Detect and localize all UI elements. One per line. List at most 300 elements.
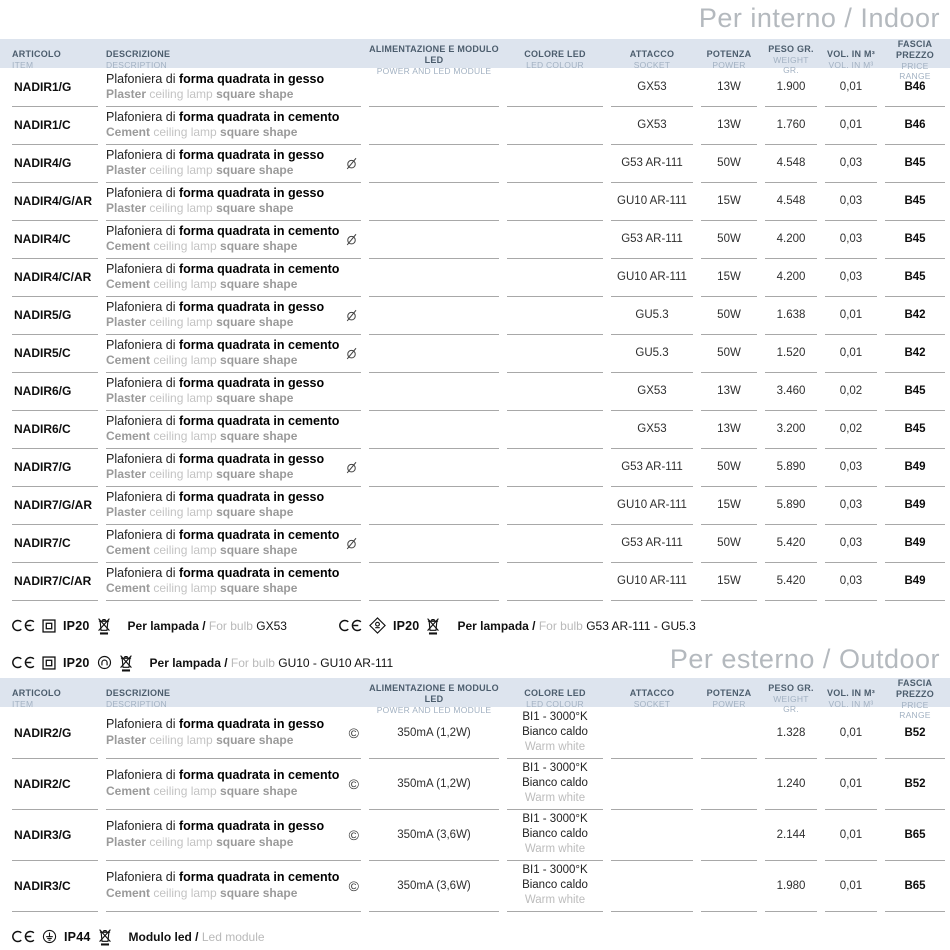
description-italian: Plafoniera di forma quadrata in gesso xyxy=(106,147,325,162)
power-value: 50W xyxy=(701,334,757,373)
class2-insulation-icon xyxy=(42,656,56,670)
product-description xyxy=(106,448,361,487)
column-label-it: ATTACCO xyxy=(629,49,675,60)
power-value: 50W xyxy=(701,144,757,183)
note-label-it: Per lampada / xyxy=(457,618,539,633)
no-lamp-icon xyxy=(344,308,359,323)
no-lamp-icon xyxy=(344,346,359,361)
description-english: Plaster ceiling lamp square shape xyxy=(106,163,294,178)
socket-value: G53 AR-111 xyxy=(611,220,693,259)
article-code: NADIR4/G/AR xyxy=(12,182,98,221)
column-label-it: ATTACCO xyxy=(629,688,675,699)
weight-value: 1.520 xyxy=(765,334,817,373)
power-module-value xyxy=(369,524,499,563)
volume-value: 0,02 xyxy=(825,372,877,411)
power-module-value xyxy=(369,334,499,373)
product-description xyxy=(106,758,361,810)
no-lamp-icon xyxy=(344,460,359,475)
description-italian: Plafoniera di forma quadrata in cemento xyxy=(106,565,340,580)
certification-note xyxy=(339,616,696,635)
ce-mark-icon xyxy=(339,619,362,632)
description-english: Cement ceiling lamp square shape xyxy=(106,277,298,292)
column-label-it: POTENZA xyxy=(706,49,752,60)
description-italian: Plafoniera di forma quadrata in cemento xyxy=(106,109,340,124)
description-italian: Plafoniera di forma quadrata in gesso xyxy=(106,71,325,86)
article-code: NADIR5/C xyxy=(12,334,98,373)
table-row xyxy=(0,258,950,296)
power-value xyxy=(701,758,757,810)
weight-value: 1.760 xyxy=(765,106,817,145)
column-label-it: VOL. IN M³ xyxy=(827,688,875,699)
price-range-badge: B45 xyxy=(885,372,945,411)
table-row xyxy=(0,562,950,600)
description-italian: Plafoniera di forma quadrata in cemento xyxy=(106,413,340,428)
weight-value: 4.548 xyxy=(765,144,817,183)
socket-value: GU10 AR-111 xyxy=(611,182,693,221)
product-description xyxy=(106,372,361,411)
indoor-section-title: Per interno / Indoor xyxy=(698,3,940,33)
table-row xyxy=(0,296,950,334)
description-italian: Plafoniera di forma quadrata in gesso xyxy=(106,489,325,504)
column-label-en: LED COLOUR xyxy=(526,699,584,710)
socket-value: GU10 AR-111 xyxy=(611,258,693,297)
table-row xyxy=(0,106,950,144)
column-label-it: ALIMENTAZIONE E MODULO LED xyxy=(369,683,499,704)
column-label-en: WEIGHT GR. xyxy=(773,694,809,715)
price-range-badge: B52 xyxy=(885,758,945,810)
description-italian: Plafoniera di forma quadrata in gesso xyxy=(106,717,325,732)
note-label-en: Led module xyxy=(201,929,265,944)
article-code: NADIR4/C xyxy=(12,220,98,259)
power-value: 50W xyxy=(701,220,757,259)
power-module-value xyxy=(369,296,499,335)
description-english: Cement ceiling lamp square shape xyxy=(106,885,298,900)
article-code: NADIR7/C/AR xyxy=(12,562,98,601)
description-italian: Plafoniera di forma quadrata in cemento xyxy=(106,527,340,542)
weight-value: 1.240 xyxy=(765,758,817,810)
volume-value: 0,01 xyxy=(825,334,877,373)
volume-value: 0,03 xyxy=(825,562,877,601)
article-code: NADIR7/G/AR xyxy=(12,486,98,525)
power-module-value xyxy=(369,144,499,183)
column-label-it: VOL. IN M³ xyxy=(827,49,875,60)
article-code: NADIR6/C xyxy=(12,410,98,449)
column-label-en: SOCKET xyxy=(633,60,671,71)
column-label-it: COLORE LED xyxy=(524,688,586,699)
price-range-badge: B49 xyxy=(885,486,945,525)
indoor-certification-notes-line1 xyxy=(0,616,950,635)
table-row xyxy=(0,182,950,220)
power-value: 50W xyxy=(701,448,757,487)
description-english: Cement ceiling lamp square shape xyxy=(106,429,298,444)
product-description xyxy=(106,258,361,297)
description-italian: Plafoniera di forma quadrata in cemento xyxy=(106,223,340,238)
led-colour-value xyxy=(507,372,603,411)
table-row xyxy=(0,448,950,486)
description-english: Cement ceiling lamp square shape xyxy=(106,125,298,140)
socket-value: GU10 AR-111 xyxy=(611,486,693,525)
volume-value: 0,01 xyxy=(825,68,877,107)
product-description xyxy=(106,220,361,259)
table-row xyxy=(0,860,950,911)
power-module-value xyxy=(369,562,499,601)
product-description xyxy=(106,707,361,759)
led-colour-value xyxy=(507,182,603,221)
power-module-value xyxy=(369,106,499,145)
weight-value: 3.460 xyxy=(765,372,817,411)
price-range-badge: B42 xyxy=(885,334,945,373)
outdoor-section xyxy=(0,641,950,946)
outdoor-section-title: Per esterno / Outdoor xyxy=(669,644,940,674)
column-label-en: LED COLOUR xyxy=(526,60,584,71)
price-range-badge: B46 xyxy=(885,68,945,107)
led-colour-value: BI1 - 3000°K Bianco caldo Warm white xyxy=(507,707,603,759)
article-code: NADIR7/G xyxy=(12,448,98,487)
note-label-it: Per lampada / xyxy=(149,655,231,670)
note-value: GX53 xyxy=(256,618,287,633)
price-range-badge: B49 xyxy=(885,524,945,563)
led-colour-value xyxy=(507,258,603,297)
weight-value: 1.328 xyxy=(765,707,817,759)
socket-value: GX53 xyxy=(611,106,693,145)
column-label-en: VOL. IN M³ xyxy=(828,60,874,71)
note-label-en: For bulb xyxy=(208,618,257,633)
column-label-en: DESCRIPTION xyxy=(106,699,167,710)
power-value: 50W xyxy=(701,524,757,563)
table-row xyxy=(0,372,950,410)
power-module-value xyxy=(369,410,499,449)
description-english: Cement ceiling lamp square shape xyxy=(106,239,298,254)
power-module-value xyxy=(369,220,499,259)
column-label-en: POWER AND LED MODULE xyxy=(376,704,492,715)
power-value: 13W xyxy=(701,68,757,107)
ip-rating-label: IP20 xyxy=(63,618,90,633)
ce-mark-icon xyxy=(12,619,35,632)
power-value: 13W xyxy=(701,106,757,145)
note-label-it: Modulo led / xyxy=(128,929,202,944)
power-value xyxy=(701,860,757,912)
socket-value: GU10 AR-111 xyxy=(611,562,693,601)
article-code: NADIR5/G xyxy=(12,296,98,335)
product-description xyxy=(106,562,361,601)
product-description xyxy=(106,334,361,373)
table-row xyxy=(0,486,950,524)
article-code: NADIR4/G xyxy=(12,144,98,183)
no-lamp-icon xyxy=(344,536,359,551)
article-code: NADIR7/C xyxy=(12,524,98,563)
article-code: NADIR2/C xyxy=(12,758,98,810)
outdoor-certification-note xyxy=(0,927,950,946)
led-module-icon: © xyxy=(348,724,359,741)
description-english: Plaster ceiling lamp square shape xyxy=(106,201,294,216)
power-module-value xyxy=(369,486,499,525)
description-italian: Plafoniera di forma quadrata in cemento xyxy=(106,768,340,783)
power-value: 15W xyxy=(701,486,757,525)
weight-value: 4.200 xyxy=(765,258,817,297)
ip-rating-label: IP44 xyxy=(64,929,91,944)
weight-value: 5.890 xyxy=(765,448,817,487)
ce-mark-icon xyxy=(12,930,35,943)
weee-bin-icon xyxy=(426,616,440,635)
column-label-en: ITEM xyxy=(12,699,34,710)
article-code: NADIR3/C xyxy=(12,860,98,912)
weee-bin-icon xyxy=(119,653,133,672)
column-label-it: DESCRIZIONE xyxy=(106,688,171,699)
power-value xyxy=(701,809,757,861)
product-description xyxy=(106,860,361,912)
socket-value xyxy=(611,707,693,759)
weight-value: 3.200 xyxy=(765,410,817,449)
description-italian: Plafoniera di forma quadrata in gesso xyxy=(106,819,325,834)
socket-value: GX53 xyxy=(611,410,693,449)
column-label-it: DESCRIZIONE xyxy=(106,49,171,60)
led-module-icon: © xyxy=(348,826,359,843)
volume-value: 0,01 xyxy=(825,809,877,861)
weight-value: 5.890 xyxy=(765,486,817,525)
price-range-badge: B45 xyxy=(885,410,945,449)
power-value: 15W xyxy=(701,258,757,297)
price-range-badge: B42 xyxy=(885,296,945,335)
column-label-en: PRICE RANGE xyxy=(899,60,931,81)
table-row xyxy=(0,809,950,860)
table-row xyxy=(0,524,950,562)
power-module-value xyxy=(369,372,499,411)
price-range-badge: B49 xyxy=(885,448,945,487)
socket-value: GX53 xyxy=(611,68,693,107)
power-module-value xyxy=(369,258,499,297)
product-description xyxy=(106,182,361,221)
led-colour-value: BI1 - 3000°K Bianco caldo Warm white xyxy=(507,860,603,912)
class2-insulation-icon xyxy=(42,619,56,633)
power-value: 13W xyxy=(701,372,757,411)
note-value: GU10 - GU10 AR-111 xyxy=(278,655,394,670)
table-row xyxy=(0,144,950,182)
table-row xyxy=(0,220,950,258)
ip-rating-label: IP20 xyxy=(392,618,420,633)
socket-value: GU5.3 xyxy=(611,334,693,373)
outdoor-section-header xyxy=(0,641,950,678)
weight-value: 2.144 xyxy=(765,809,817,861)
product-description xyxy=(106,296,361,335)
description-english: Plaster ceiling lamp square shape xyxy=(106,505,294,520)
description-english: Cement ceiling lamp square shape xyxy=(106,783,298,798)
power-value: 50W xyxy=(701,296,757,335)
article-code: NADIR1/C xyxy=(12,106,98,145)
product-description xyxy=(106,106,361,145)
column-label-it: COLORE LED xyxy=(524,49,586,60)
price-range-badge: B45 xyxy=(885,258,945,297)
weight-value: 5.420 xyxy=(765,562,817,601)
description-english: Plaster ceiling lamp square shape xyxy=(106,315,294,330)
weee-bin-icon xyxy=(97,616,111,635)
column-label-en: SOCKET xyxy=(633,699,671,710)
product-description xyxy=(106,410,361,449)
volume-value: 0,03 xyxy=(825,486,877,525)
description-english: Cement ceiling lamp square shape xyxy=(106,581,298,596)
column-label-en: POWER AND LED MODULE xyxy=(376,65,492,76)
power-value xyxy=(701,707,757,759)
led-module-icon: © xyxy=(348,775,359,792)
ip-rating-label: IP20 xyxy=(63,655,90,670)
column-label-it: FASCIA PREZZO xyxy=(895,39,934,60)
certification-note xyxy=(12,927,265,946)
weight-value: 4.548 xyxy=(765,182,817,221)
earth-ground-icon xyxy=(42,929,57,944)
description-italian: Plafoniera di forma quadrata in gesso xyxy=(106,185,325,200)
description-italian: Plafoniera di forma quadrata in gesso xyxy=(106,299,325,314)
volume-value: 0,03 xyxy=(825,220,877,259)
column-label-en: PRICE RANGE xyxy=(899,699,931,720)
article-code: NADIR2/G xyxy=(12,707,98,759)
volume-value: 0,02 xyxy=(825,410,877,449)
column-label-it: FASCIA PREZZO xyxy=(895,678,934,699)
column-label-en: POWER xyxy=(712,60,746,71)
description-english: Plaster ceiling lamp square shape xyxy=(106,391,294,406)
column-label-it: ARTICOLO xyxy=(12,49,61,60)
power-module-value xyxy=(369,448,499,487)
description-italian: Plafoniera di forma quadrata in cemento xyxy=(106,337,340,352)
no-lamp-icon xyxy=(344,156,359,171)
volume-value: 0,03 xyxy=(825,448,877,487)
column-label-it: PESO GR. xyxy=(768,683,814,694)
note-label-en: For bulb xyxy=(538,618,587,633)
power-module-value: 350mA (1,2W) xyxy=(369,758,499,810)
volume-value: 0,01 xyxy=(825,860,877,912)
table-row xyxy=(0,410,950,448)
volume-value: 0,01 xyxy=(825,106,877,145)
article-code: NADIR3/G xyxy=(12,809,98,861)
product-description xyxy=(106,524,361,563)
product-description xyxy=(106,486,361,525)
led-colour-value: BI1 - 3000°K Bianco caldo Warm white xyxy=(507,809,603,861)
led-colour-value xyxy=(507,334,603,373)
volume-value: 0,03 xyxy=(825,144,877,183)
led-colour-value: BI1 - 3000°K Bianco caldo Warm white xyxy=(507,758,603,810)
led-colour-value xyxy=(507,410,603,449)
socket-value xyxy=(611,758,693,810)
certification-note xyxy=(12,653,393,672)
power-value: 15W xyxy=(701,182,757,221)
power-value: 13W xyxy=(701,410,757,449)
volume-value: 0,03 xyxy=(825,524,877,563)
product-description xyxy=(106,68,361,107)
price-range-badge: B45 xyxy=(885,220,945,259)
socket-value: G53 AR-111 xyxy=(611,144,693,183)
note-label-en: For bulb xyxy=(230,655,279,670)
transformer-diamond-icon xyxy=(369,617,386,634)
weight-value: 1.638 xyxy=(765,296,817,335)
column-label-en: DESCRIPTION xyxy=(106,60,167,71)
led-colour-value xyxy=(507,562,603,601)
column-label-en: WEIGHT GR. xyxy=(773,55,809,76)
price-range-badge: B65 xyxy=(885,809,945,861)
socket-value xyxy=(611,860,693,912)
certification-note xyxy=(12,616,287,635)
column-label-en: POWER xyxy=(712,699,746,710)
outdoor-table-header xyxy=(0,678,950,720)
power-value: 15W xyxy=(701,562,757,601)
description-english: Plaster ceiling lamp square shape xyxy=(106,87,294,102)
led-colour-value xyxy=(507,486,603,525)
power-module-value xyxy=(369,65,499,107)
socket-value: GX53 xyxy=(611,372,693,411)
socket-value xyxy=(611,809,693,861)
column-label-it: PESO GR. xyxy=(768,44,814,55)
description-italian: Plafoniera di forma quadrata in gesso xyxy=(106,375,325,390)
description-english: Plaster ceiling lamp square shape xyxy=(106,467,294,482)
power-module-value xyxy=(369,182,499,221)
note-label-it: Per lampada / xyxy=(127,618,209,633)
led-colour-value xyxy=(507,68,603,107)
socket-value: G53 AR-111 xyxy=(611,524,693,563)
weight-value: 4.200 xyxy=(765,220,817,259)
volume-value: 0,01 xyxy=(825,758,877,810)
article-code: NADIR4/C/AR xyxy=(12,258,98,297)
socket-value: GU5.3 xyxy=(611,296,693,335)
description-english: Cement ceiling lamp square shape xyxy=(106,353,298,368)
price-range-badge: B45 xyxy=(885,182,945,221)
self-shielded-lamp-icon xyxy=(97,655,112,670)
article-code: NADIR6/G xyxy=(12,372,98,411)
power-module-value: 350mA (1,2W) xyxy=(369,707,499,759)
led-colour-value xyxy=(507,448,603,487)
led-colour-value xyxy=(507,220,603,259)
product-description xyxy=(106,809,361,861)
weee-bin-icon xyxy=(98,927,112,946)
description-english: Plaster ceiling lamp square shape xyxy=(106,834,294,849)
column-label-en: VOL. IN M³ xyxy=(828,699,874,710)
volume-value: 0,03 xyxy=(825,258,877,297)
table-row xyxy=(0,758,950,809)
power-module-value: 350mA (3,6W) xyxy=(369,860,499,912)
led-colour-value xyxy=(507,144,603,183)
socket-value: G53 AR-111 xyxy=(611,448,693,487)
led-module-icon: © xyxy=(348,877,359,894)
note-value: G53 AR-111 - GU5.3 xyxy=(586,618,696,633)
table-row xyxy=(0,334,950,372)
volume-value: 0,01 xyxy=(825,707,877,759)
product-description xyxy=(106,144,361,183)
description-english: Cement ceiling lamp square shape xyxy=(106,543,298,558)
led-colour-value xyxy=(507,106,603,145)
column-label-it: ALIMENTAZIONE E MODULO LED xyxy=(369,44,499,65)
led-colour-value xyxy=(507,296,603,335)
column-label-it: POTENZA xyxy=(706,688,752,699)
description-italian: Plafoniera di forma quadrata in gesso xyxy=(106,451,325,466)
weight-value: 1.900 xyxy=(765,68,817,107)
weight-value: 5.420 xyxy=(765,524,817,563)
volume-value: 0,01 xyxy=(825,296,877,335)
volume-value: 0,03 xyxy=(825,182,877,221)
indoor-certification-notes-line2 xyxy=(0,653,393,678)
description-english: Plaster ceiling lamp square shape xyxy=(106,732,294,747)
article-code: NADIR1/G xyxy=(12,68,98,107)
price-range-badge: B46 xyxy=(885,106,945,145)
price-range-badge: B49 xyxy=(885,562,945,601)
weight-value: 1.980 xyxy=(765,860,817,912)
description-italian: Plafoniera di forma quadrata in cemento xyxy=(106,870,340,885)
column-label-it: ARTICOLO xyxy=(12,688,61,699)
price-range-badge: B65 xyxy=(885,860,945,912)
ce-mark-icon xyxy=(12,656,35,669)
price-range-badge: B45 xyxy=(885,144,945,183)
description-italian: Plafoniera di forma quadrata in cemento xyxy=(106,261,340,276)
column-label-en: ITEM xyxy=(12,60,34,71)
led-colour-value xyxy=(507,524,603,563)
price-range-badge: B52 xyxy=(885,707,945,759)
power-module-value: 350mA (3,6W) xyxy=(369,809,499,861)
no-lamp-icon xyxy=(344,232,359,247)
